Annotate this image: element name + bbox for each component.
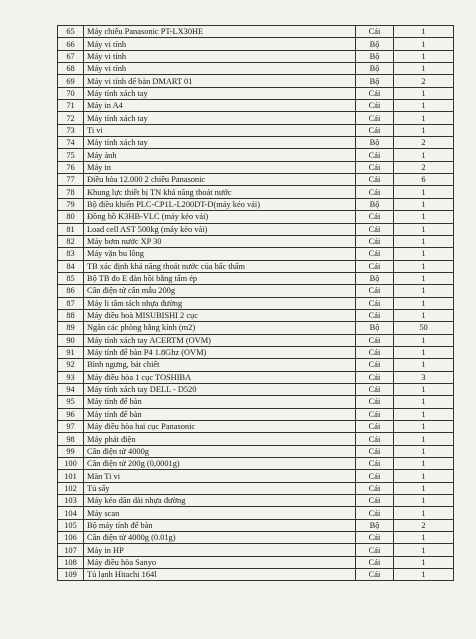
row-number: 79 <box>58 198 84 210</box>
item-unit: Cái <box>356 556 394 568</box>
item-name: Máy li tâm tách nhựa đường <box>84 297 356 309</box>
item-quantity: 1 <box>394 470 454 482</box>
row-number: 73 <box>58 124 84 136</box>
row-number: 70 <box>58 87 84 99</box>
item-name: Bộ máy tính để bàn <box>84 519 356 531</box>
item-quantity: 1 <box>394 433 454 445</box>
item-name: Ti vi <box>84 124 356 136</box>
item-quantity: 1 <box>394 544 454 556</box>
table-row <box>58 532 454 544</box>
item-name: Tủ lạnh Hitachi 164l <box>84 569 356 581</box>
row-number: 66 <box>58 38 84 50</box>
item-name: Cân điện tử 200g (0,0001g) <box>84 458 356 470</box>
item-name: Máy chiếu Panasonic PT-LX30HE <box>84 26 356 38</box>
item-name: Ngăn các phòng bằng kính (m2) <box>84 322 356 334</box>
item-name: Máy tính xách tay <box>84 87 356 99</box>
table-row <box>58 309 454 321</box>
row-number: 75 <box>58 149 84 161</box>
row-number: 99 <box>58 445 84 457</box>
item-unit: Cái <box>356 569 394 581</box>
item-name: Máy ảnh <box>84 149 356 161</box>
item-name: Máy in A4 <box>84 100 356 112</box>
item-name: Máy in HP <box>84 544 356 556</box>
item-name: Màn Ti vi <box>84 470 356 482</box>
item-name: Máy bơm nước XP 30 <box>84 235 356 247</box>
item-unit: Bộ <box>356 272 394 284</box>
row-number: 81 <box>58 223 84 235</box>
table-row <box>58 495 454 507</box>
item-unit: Cái <box>356 248 394 260</box>
item-quantity: 1 <box>394 186 454 198</box>
item-unit: Cái <box>356 445 394 457</box>
table-row <box>58 272 454 284</box>
row-number: 74 <box>58 137 84 149</box>
item-quantity: 1 <box>394 149 454 161</box>
table-row <box>58 408 454 420</box>
item-unit: Cái <box>356 458 394 470</box>
table-row <box>58 186 454 198</box>
item-unit: Cái <box>356 346 394 358</box>
row-number: 90 <box>58 334 84 346</box>
table-row <box>58 371 454 383</box>
item-quantity: 1 <box>394 421 454 433</box>
item-name: Cân điện tử cân mẫu 200g <box>84 285 356 297</box>
row-number: 104 <box>58 507 84 519</box>
table-row <box>58 223 454 235</box>
item-name: Bộ điều khiển PLC-CP1L-L200DT-D(máy kéo vải) <box>84 198 356 210</box>
table-row <box>58 556 454 568</box>
table-row <box>58 544 454 556</box>
item-unit: Bộ <box>356 519 394 531</box>
table-row <box>58 198 454 210</box>
table-row <box>58 38 454 50</box>
item-unit: Cái <box>356 161 394 173</box>
table-row <box>58 161 454 173</box>
item-quantity: 1 <box>394 458 454 470</box>
item-unit: Cái <box>356 285 394 297</box>
item-unit: Cái <box>356 223 394 235</box>
table-row <box>58 359 454 371</box>
item-name: Máy in <box>84 161 356 173</box>
item-name: Máy vặn bu lông <box>84 248 356 260</box>
item-unit: Cái <box>356 174 394 186</box>
item-unit: Cái <box>356 532 394 544</box>
item-quantity: 6 <box>394 174 454 186</box>
item-unit: Bộ <box>356 75 394 87</box>
table-row <box>58 285 454 297</box>
item-name: Máy vi tính <box>84 38 356 50</box>
row-number: 71 <box>58 100 84 112</box>
item-unit: Cái <box>356 408 394 420</box>
item-quantity: 1 <box>394 198 454 210</box>
item-quantity: 1 <box>394 50 454 62</box>
row-number: 69 <box>58 75 84 87</box>
table-row <box>58 433 454 445</box>
item-unit: Cái <box>356 495 394 507</box>
item-quantity: 2 <box>394 161 454 173</box>
item-name: Bộ TB đo E đàn hồi bằng tấm ép <box>84 272 356 284</box>
row-number: 77 <box>58 174 84 186</box>
item-name: Máy tính xách tay ACERTM (OVM) <box>84 334 356 346</box>
item-unit: Cái <box>356 260 394 272</box>
table-row <box>58 569 454 581</box>
table-row <box>58 383 454 395</box>
item-unit: Cái <box>356 235 394 247</box>
table-row <box>58 174 454 186</box>
item-unit: Bộ <box>356 137 394 149</box>
item-unit: Cái <box>356 433 394 445</box>
item-name: Tủ sấy <box>84 482 356 494</box>
item-quantity: 1 <box>394 235 454 247</box>
item-quantity: 1 <box>394 569 454 581</box>
row-number: 89 <box>58 322 84 334</box>
item-unit: Cái <box>356 124 394 136</box>
item-name: Khung lực thiết bị TN khả năng thoát nước <box>84 186 356 198</box>
item-unit: Bộ <box>356 50 394 62</box>
table-row <box>58 75 454 87</box>
item-quantity: 1 <box>394 482 454 494</box>
item-unit: Cái <box>356 359 394 371</box>
item-unit: Cái <box>356 396 394 408</box>
item-quantity: 1 <box>394 309 454 321</box>
item-unit: Cái <box>356 544 394 556</box>
row-number: 107 <box>58 544 84 556</box>
item-quantity: 1 <box>394 495 454 507</box>
item-quantity: 1 <box>394 87 454 99</box>
table-row <box>58 50 454 62</box>
row-number: 97 <box>58 421 84 433</box>
row-number: 67 <box>58 50 84 62</box>
row-number: 98 <box>58 433 84 445</box>
item-name: Máy vi tính <box>84 63 356 75</box>
row-number: 76 <box>58 161 84 173</box>
item-unit: Cái <box>356 297 394 309</box>
table-row <box>58 297 454 309</box>
item-quantity: 1 <box>394 383 454 395</box>
row-number: 100 <box>58 458 84 470</box>
table-row <box>58 26 454 38</box>
item-name: Bình ngưng, bát chiết <box>84 359 356 371</box>
row-number: 109 <box>58 569 84 581</box>
row-number: 96 <box>58 408 84 420</box>
item-unit: Bộ <box>356 38 394 50</box>
row-number: 94 <box>58 383 84 395</box>
item-unit: Bộ <box>356 198 394 210</box>
table-row <box>58 260 454 272</box>
item-quantity: 1 <box>394 334 454 346</box>
table-row <box>58 470 454 482</box>
table-row <box>58 100 454 112</box>
item-name: Máy điều hòa hai cục Panasonic <box>84 421 356 433</box>
item-quantity: 1 <box>394 63 454 75</box>
table-row <box>58 124 454 136</box>
table-row <box>58 235 454 247</box>
item-name: Cân điện tử 4000g <box>84 445 356 457</box>
item-unit: Cái <box>356 334 394 346</box>
item-quantity: 1 <box>394 248 454 260</box>
row-number: 83 <box>58 248 84 260</box>
row-number: 101 <box>58 470 84 482</box>
row-number: 65 <box>58 26 84 38</box>
table-row <box>58 334 454 346</box>
item-quantity: 1 <box>394 408 454 420</box>
row-number: 86 <box>58 285 84 297</box>
item-unit: Cái <box>356 112 394 124</box>
row-number: 82 <box>58 235 84 247</box>
row-number: 108 <box>58 556 84 568</box>
item-name: Máy vi tính <box>84 50 356 62</box>
item-unit: Cái <box>356 87 394 99</box>
item-unit: Cái <box>356 470 394 482</box>
item-unit: Cái <box>356 309 394 321</box>
table-row <box>58 63 454 75</box>
row-number: 85 <box>58 272 84 284</box>
item-name: Máy điều hòa Sanyo <box>84 556 356 568</box>
row-number: 88 <box>58 309 84 321</box>
table-row <box>58 112 454 124</box>
item-unit: Cái <box>356 149 394 161</box>
row-number: 84 <box>58 260 84 272</box>
item-unit: Cái <box>356 421 394 433</box>
item-unit: Cái <box>356 383 394 395</box>
item-quantity: 1 <box>394 38 454 50</box>
row-number: 72 <box>58 112 84 124</box>
table-row <box>58 211 454 223</box>
equipment-table-body <box>58 26 454 581</box>
item-unit: Cái <box>356 211 394 223</box>
item-quantity: 1 <box>394 396 454 408</box>
item-name: Máy điều hoà MISUBISHI 2 cục <box>84 309 356 321</box>
row-number: 80 <box>58 211 84 223</box>
item-quantity: 50 <box>394 322 454 334</box>
item-name: Máy scan <box>84 507 356 519</box>
item-quantity: 1 <box>394 124 454 136</box>
table-row <box>58 322 454 334</box>
item-name: Máy vi tính để bàn DMART 01 <box>84 75 356 87</box>
item-name: Máy tính để bàn <box>84 408 356 420</box>
row-number: 87 <box>58 297 84 309</box>
equipment-table <box>57 25 454 581</box>
item-quantity: 1 <box>394 223 454 235</box>
item-quantity: 3 <box>394 371 454 383</box>
item-quantity: 2 <box>394 75 454 87</box>
item-quantity: 1 <box>394 100 454 112</box>
row-number: 103 <box>58 495 84 507</box>
table-row <box>58 458 454 470</box>
item-name: Máy tính để bàn P4 1.8Ghz (OVM) <box>84 346 356 358</box>
row-number: 78 <box>58 186 84 198</box>
item-name: Máy tính xách tay <box>84 137 356 149</box>
item-quantity: 1 <box>394 260 454 272</box>
item-unit: Cái <box>356 507 394 519</box>
table-row <box>58 396 454 408</box>
item-quantity: 2 <box>394 137 454 149</box>
row-number: 91 <box>58 346 84 358</box>
item-quantity: 1 <box>394 211 454 223</box>
item-name: Máy phát điện <box>84 433 356 445</box>
table-row <box>58 519 454 531</box>
row-number: 68 <box>58 63 84 75</box>
item-quantity: 1 <box>394 445 454 457</box>
row-number: 105 <box>58 519 84 531</box>
item-name: Đồng hồ K3HB-VLC (máy kéo vải) <box>84 211 356 223</box>
item-unit: Cái <box>356 26 394 38</box>
item-name: Load cell AST 500kg (máy kéo vải) <box>84 223 356 235</box>
table-row <box>58 445 454 457</box>
item-unit: Cái <box>356 186 394 198</box>
item-quantity: 1 <box>394 532 454 544</box>
item-unit: Bộ <box>356 322 394 334</box>
item-quantity: 1 <box>394 346 454 358</box>
item-quantity: 1 <box>394 285 454 297</box>
item-quantity: 1 <box>394 507 454 519</box>
item-quantity: 1 <box>394 112 454 124</box>
item-unit: Cái <box>356 482 394 494</box>
table-row <box>58 248 454 260</box>
item-name: Cân điện tử 4000g (0.01g) <box>84 532 356 544</box>
table-row <box>58 87 454 99</box>
table-row <box>58 507 454 519</box>
item-name: Máy tính xách tay <box>84 112 356 124</box>
item-name: Máy tính để bàn <box>84 396 356 408</box>
table-row <box>58 482 454 494</box>
item-name: TB xác định khả năng thoát nước của bấc thấm <box>84 260 356 272</box>
item-unit: Bộ <box>356 63 394 75</box>
item-name: Máy điều hòa 1 cục TOSHIBA <box>84 371 356 383</box>
row-number: 92 <box>58 359 84 371</box>
row-number: 93 <box>58 371 84 383</box>
table-row <box>58 421 454 433</box>
item-unit: Cái <box>356 100 394 112</box>
item-quantity: 1 <box>394 359 454 371</box>
item-quantity: 1 <box>394 26 454 38</box>
table-row <box>58 346 454 358</box>
item-quantity: 1 <box>394 272 454 284</box>
item-unit: Cái <box>356 371 394 383</box>
item-quantity: 2 <box>394 519 454 531</box>
item-quantity: 1 <box>394 297 454 309</box>
row-number: 102 <box>58 482 84 494</box>
item-name: Máy kéo dãn dài nhựa đường <box>84 495 356 507</box>
row-number: 106 <box>58 532 84 544</box>
item-quantity: 1 <box>394 556 454 568</box>
table-row <box>58 149 454 161</box>
row-number: 95 <box>58 396 84 408</box>
item-name: Điều hòa 12.000 2 chiều Panasonic <box>84 174 356 186</box>
item-name: Máy tính xách tay DELL - D520 <box>84 383 356 395</box>
table-row <box>58 137 454 149</box>
